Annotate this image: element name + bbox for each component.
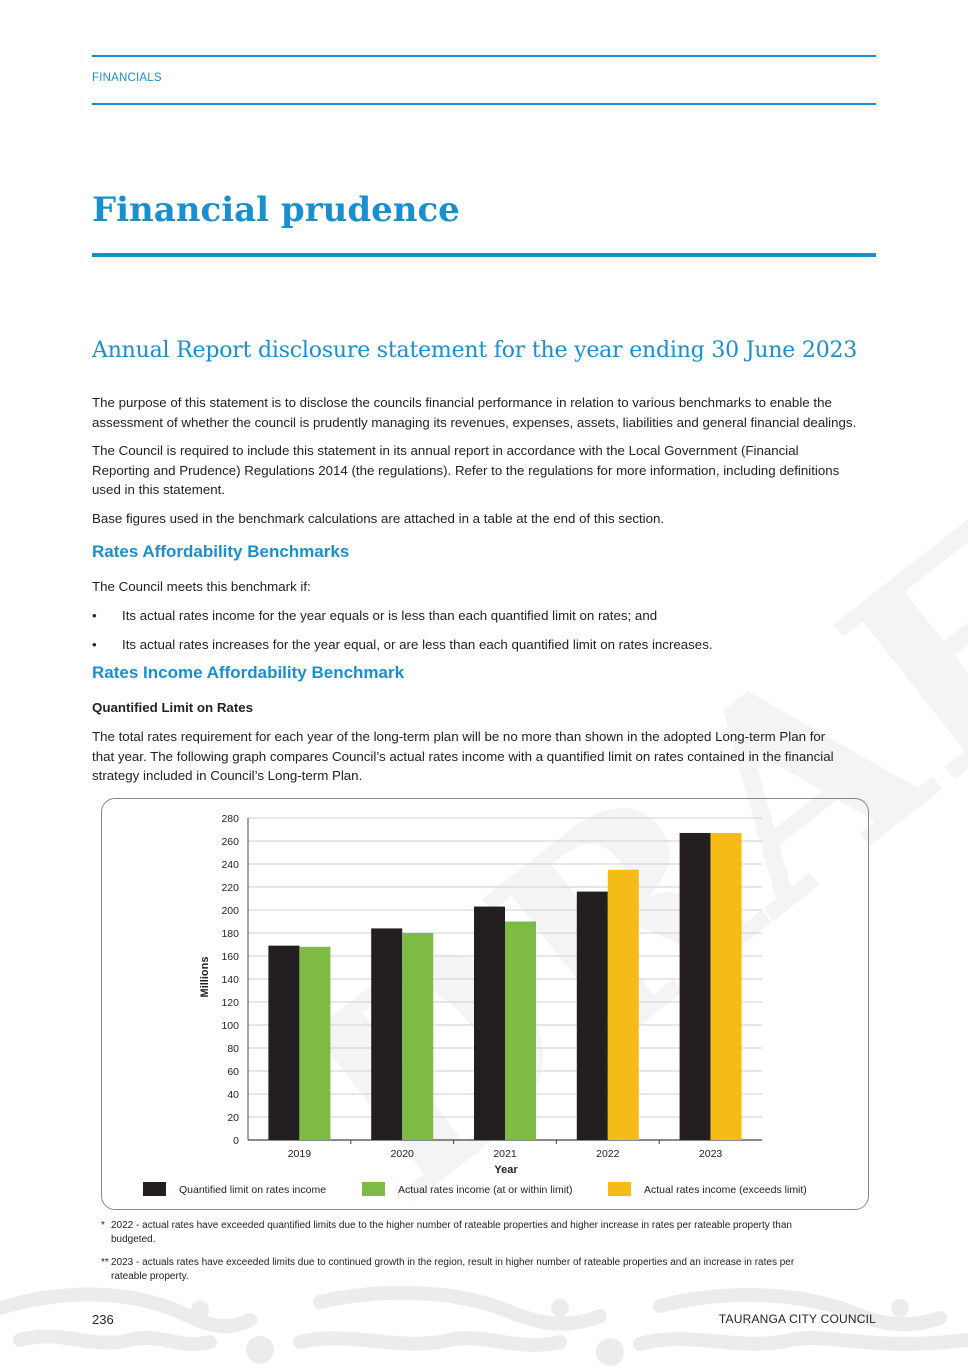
x-tick-label: 2020: [390, 1148, 414, 1160]
bar-limit-2019: [268, 946, 299, 1140]
x-axis-label: Year: [494, 1164, 518, 1176]
legend-swatch: [143, 1182, 166, 1196]
bullet-dot: •: [92, 608, 97, 623]
bar-actual-2021: [505, 922, 536, 1141]
list-item-text: Its actual rates income for the year equals or is less than each quantified limit on rates; and: [122, 608, 658, 623]
y-tick-label: 40: [227, 1089, 239, 1101]
y-tick-label: 200: [221, 905, 239, 917]
rates-income-heading: Rates Income Affordability Benchmark: [92, 663, 405, 682]
y-tick-label: 0: [233, 1135, 239, 1147]
y-tick-label: 180: [221, 928, 239, 940]
rates-income-paragraph: [92, 727, 882, 786]
footnote-mark: *: [101, 1220, 105, 1231]
intro-p2-line2: Reporting and Prudence) Regulations 2014 (the regulations). Refer to the regulations for more information, including definitions: [92, 462, 840, 478]
bar-limit-2022: [577, 892, 608, 1140]
y-tick-label: 140: [221, 974, 239, 986]
footnote-line: 2023 - actuals rates have exceeded limits due to continued growth in the region, result in higher number of rateable properties and an increase in rates per: [111, 1257, 795, 1268]
y-tick-label: 120: [221, 997, 239, 1009]
y-tick-label: 280: [221, 813, 239, 825]
y-tick-label: 220: [221, 882, 239, 894]
intro-paragraph-3: Base figures used in the benchmark calculations are attached in a table at the end of this section.: [92, 511, 665, 526]
rates-bar-chart: [102, 799, 868, 1209]
page-title: Financial prudence: [92, 190, 460, 230]
legend-label: Actual rates income (at or within limit): [398, 1184, 573, 1196]
footnote-mark: **: [101, 1257, 109, 1268]
footnote-line: 2022 - actual rates have exceeded quantified limits due to the higher number of rateable properties and higher increase in rates per rateable property than: [111, 1220, 792, 1231]
y-tick-label: 20: [227, 1112, 239, 1124]
intro-paragraph-1: [92, 393, 882, 432]
header-bottom-rule: [92, 103, 876, 105]
section-label: FINANCIALS: [92, 72, 162, 84]
y-tick-label: 80: [227, 1043, 239, 1055]
intro-paragraph-2: [92, 441, 882, 500]
rates-affordability-heading: Rates Affordability Benchmarks: [92, 542, 350, 561]
bullet-dot: •: [92, 637, 97, 652]
y-tick-label: 160: [221, 951, 239, 963]
footnote-line: budgeted.: [111, 1234, 156, 1245]
y-tick-label: 240: [221, 859, 239, 871]
bar-actual-2019: [299, 947, 330, 1140]
legend-swatch: [362, 1182, 385, 1196]
bar-actual-2023: [711, 833, 742, 1140]
intro-p2-line3: used in this statement.: [92, 482, 226, 497]
bar-actual-2022: [608, 870, 639, 1140]
x-tick-label: 2023: [698, 1148, 723, 1160]
rates-income-p-line2: that year. The following graph compares Council’s actual rates income with a quantified limit on rates contained in the financial: [92, 748, 834, 764]
rates-affordability-lead: The Council meets this benchmark if:: [92, 579, 311, 594]
intro-p2-line1: The Council is required to include this statement in its annual report in accordance with the Local Government (Financial: [92, 443, 799, 458]
legend-label: Actual rates income (exceeds limit): [644, 1184, 807, 1196]
y-tick-label: 260: [221, 836, 239, 848]
rates-chart-panel: [101, 798, 869, 1210]
organisation-name: TAURANGA CITY COUNCIL: [718, 1312, 876, 1326]
legend-label: Quantified limit on rates income: [179, 1184, 327, 1196]
bar-actual-2020: [402, 933, 433, 1140]
legend-swatch: [608, 1182, 631, 1196]
y-tick-label: 100: [221, 1020, 239, 1032]
y-axis-label: Millions: [199, 956, 211, 998]
rates-income-p-line3: strategy included in Council’s Long-term Plan.: [92, 768, 363, 783]
y-tick-label: 60: [227, 1066, 239, 1078]
footnote-line: rateable property.: [111, 1271, 189, 1282]
header-top-rule: [92, 55, 876, 57]
intro-p1-line1: The purpose of this statement is to disclose the councils financial performance in relation to various benchmarks to enable the: [92, 395, 832, 410]
bar-limit-2023: [680, 833, 711, 1140]
bar-limit-2020: [371, 928, 402, 1140]
rates-income-p-line1: The total rates requirement for each year of the long-term plan will be no more than shown in the adopted Long-term Plan for: [92, 729, 826, 744]
footnote-text: [111, 1219, 867, 1247]
title-rule: [92, 253, 876, 257]
intro-p1-line2: assessment of whether the council is prudently managing its revenues, expenses, assets, liabilities and general financial dealings.: [92, 414, 857, 430]
x-tick-label: 2019: [287, 1148, 312, 1160]
statement-heading: Annual Report disclosure statement for the year ending 30 June 2023: [92, 338, 858, 363]
page-number: 236: [92, 1312, 114, 1327]
x-tick-label: 2022: [596, 1148, 620, 1160]
list-item-text: Its actual rates increases for the year equal, or are less than each quantified limit on rates increases.: [122, 637, 713, 652]
x-tick-label: 2021: [493, 1148, 517, 1160]
bar-limit-2021: [474, 907, 505, 1140]
quantified-limit-subheading: Quantified Limit on Rates: [92, 700, 254, 715]
